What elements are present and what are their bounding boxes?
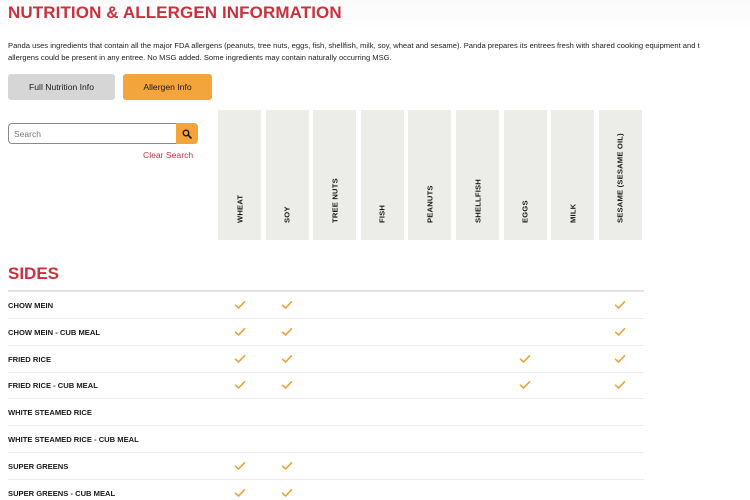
allergen-info-button[interactable]: Allergen Info [123, 74, 212, 100]
allergen-column-header [266, 110, 309, 240]
checkmark-icon [281, 354, 293, 364]
checkmark-icon [281, 327, 293, 337]
checkmark-icon [519, 354, 531, 364]
intro-line-2: allergens could be present in any entree. No MSG added. Some ingredients may contain naturally occurring MSG. [8, 53, 392, 62]
menu-item-name: CHOW MEIN [8, 301, 54, 310]
checkmark-icon [519, 380, 531, 390]
checkmark-icon [234, 300, 246, 310]
allergen-column-label: TREE NUTS [330, 178, 340, 223]
checkmark-icon [614, 327, 626, 337]
search-input[interactable] [8, 123, 176, 144]
allergen-column-label: SHELLFISH [473, 179, 482, 223]
table-row [8, 372, 644, 399]
allergen-column-header [504, 110, 547, 240]
intro-text [8, 40, 750, 64]
table-row [8, 399, 644, 426]
allergen-column-header [456, 110, 499, 240]
allergen-column-label: SESAME (SESAME OIL) [615, 133, 625, 223]
allergen-column-header [551, 110, 594, 240]
checkmark-icon [281, 300, 293, 310]
checkmark-icon [234, 380, 246, 390]
menu-item-name: SUPER GREENS - CUB MEAL [8, 488, 116, 498]
allergen-column-label: EGGS [520, 200, 530, 223]
allergen-column-label: SOY [282, 206, 292, 223]
checkmark-icon [234, 461, 246, 471]
menu-item-name: SUPER GREENS [8, 461, 69, 471]
intro-line-1: Panda uses ingredients that contain all the major FDA allergens (peanuts, tree nuts, eggs, fish, shellfish, milk, soy, wheat and sesame). Panda prepares its entrees fresh with shared cooking equipment and t [8, 41, 700, 50]
menu-item-name: FRIED RICE [8, 354, 52, 364]
search-icon [182, 129, 192, 139]
table-row [8, 292, 644, 319]
checkmark-icon [234, 354, 246, 364]
checkmark-icon [281, 380, 293, 390]
table-row [8, 426, 644, 453]
allergen-column-label: FISH [377, 204, 387, 223]
allergen-column-label: MILK [568, 203, 578, 223]
allergen-column-header [599, 110, 642, 240]
checkmark-icon [281, 461, 293, 471]
checkmark-icon [614, 380, 626, 390]
checkmark-icon [234, 327, 246, 337]
allergen-column-header [408, 110, 451, 240]
full-nutrition-info-button[interactable]: Full Nutrition Info [8, 74, 115, 100]
checkmark-icon [614, 354, 626, 364]
table-row [8, 319, 644, 346]
menu-item-name: WHITE STEAMED RICE [8, 408, 92, 418]
checkmark-icon [614, 300, 626, 310]
allergen-column-header [218, 110, 261, 240]
section-title: SIDES [8, 264, 60, 283]
menu-item-name: WHITE STEAMED RICE - CUB MEAL [8, 435, 139, 444]
clear-search-link[interactable]: Clear Search [143, 150, 194, 160]
page-title: NUTRITION & ALLERGEN INFORMATION [8, 3, 342, 22]
checkmark-icon [281, 488, 293, 498]
menu-item-name: CHOW MEIN - CUB MEAL [8, 327, 100, 337]
allergen-column-header [313, 110, 356, 240]
table-row [8, 453, 644, 480]
allergen-column-label: WHEAT [235, 194, 244, 223]
table-row [8, 480, 644, 500]
menu-item-name: FRIED RICE - CUB MEAL [8, 381, 98, 391]
search-bar [8, 123, 198, 144]
allergen-column-header [361, 110, 404, 240]
table-row [8, 346, 644, 373]
search-button[interactable] [176, 123, 198, 144]
allergen-column-label: PEANUTS [425, 185, 435, 223]
checkmark-icon [234, 488, 246, 498]
